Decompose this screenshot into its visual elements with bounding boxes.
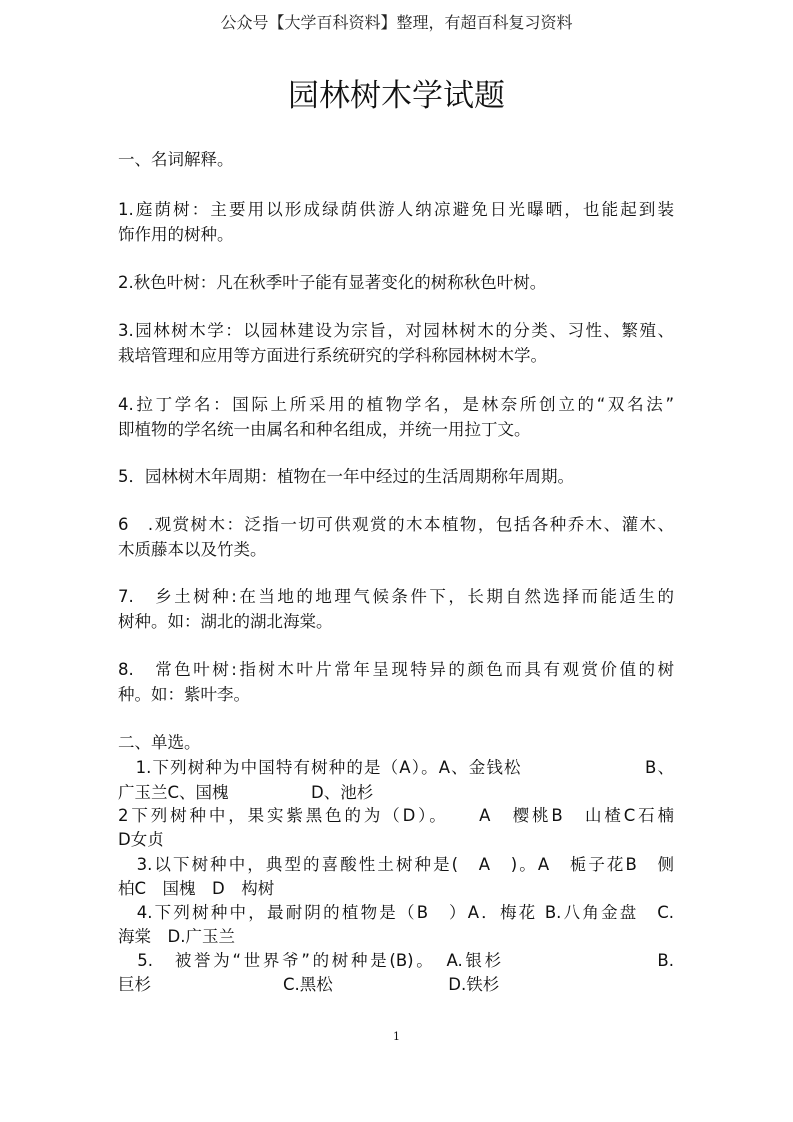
section-heading: 二、单选。 — [118, 733, 201, 752]
definition-line: 树种。如：湖北的湖北海棠。 — [118, 612, 333, 631]
question-line: 4.下列树种中，最耐阴的植物是（B ）A．梅花 B.八角金盘 C. — [118, 903, 674, 922]
definition-line: 6 .观赏树木：泛指一切可供观赏的木本植物，包括各种乔木、灌木、 — [118, 515, 674, 534]
definition-line: 8. 常色叶树:指树木叶片常年呈现特异的颜色而具有观赏价值的树 — [118, 660, 674, 679]
page-header: 公众号【大学百科资料】整理，有超百科复习资料 — [220, 13, 573, 32]
definition-line: 4.拉丁学名：国际上所采用的植物学名，是林奈所创立的“双名法” — [118, 395, 674, 414]
definition-line: 3.园林树木学：以园林建设为宗旨，对园林树木的分类、习性、繁殖、 — [118, 321, 674, 340]
definition-line: 5．园林树木年周期：植物在一年中经过的生活周期称年周期。 — [118, 467, 574, 486]
question-line: 5. 被誉为“世界爷”的树种是(B)。 A.银杉 B. — [118, 951, 674, 970]
question-line: 巨杉 C.黑松 D.铁杉 — [118, 975, 500, 994]
definition-line: 7. 乡土树种:在当地的地理气候条件下，长期自然选择而能适生的 — [118, 587, 674, 606]
page-number: 1 — [393, 1030, 400, 1043]
definition-line: 2.秋色叶树：凡在秋季叶子能有显著变化的树称秋色叶树。 — [118, 273, 547, 292]
question-line: 2下列树种中，果实紫黑色的为（D）。 A 樱桃B 山楂C石楠 — [118, 806, 674, 825]
question-line: D女贞 — [118, 830, 164, 849]
question-line: 1.下列树种为中国特有树种的是（A）。A、金钱松 B、 — [118, 758, 674, 777]
definition-line: 1.庭荫树：主要用以形成绿荫供游人纳凉避免日光曝晒，也能起到装 — [118, 200, 674, 219]
section-heading: 一、名词解释。 — [118, 150, 234, 169]
definition-line: 即植物的学名统一由属名和种名组成，并统一用拉丁文。 — [118, 420, 531, 439]
definition-line: 木质藤本以及竹类。 — [118, 540, 267, 559]
question-line: 3.以下树种中，典型的喜酸性土树种是( A )。A 栀子花B 侧 — [118, 855, 674, 874]
question-line: 广玉兰C、国槐 D、池杉 — [118, 783, 374, 802]
definition-line: 栽培管理和应用等方面进行系统研究的学科称园林树木学。 — [118, 346, 547, 365]
question-line: 柏C 国槐 D 构树 — [118, 879, 275, 898]
question-line: 海棠 D.广玉兰 — [118, 927, 235, 946]
definition-line: 饰作用的树种。 — [118, 225, 234, 244]
page-title: 园林树木学试题 — [288, 78, 505, 114]
definition-line: 种。如：紫叶李。 — [118, 685, 250, 704]
